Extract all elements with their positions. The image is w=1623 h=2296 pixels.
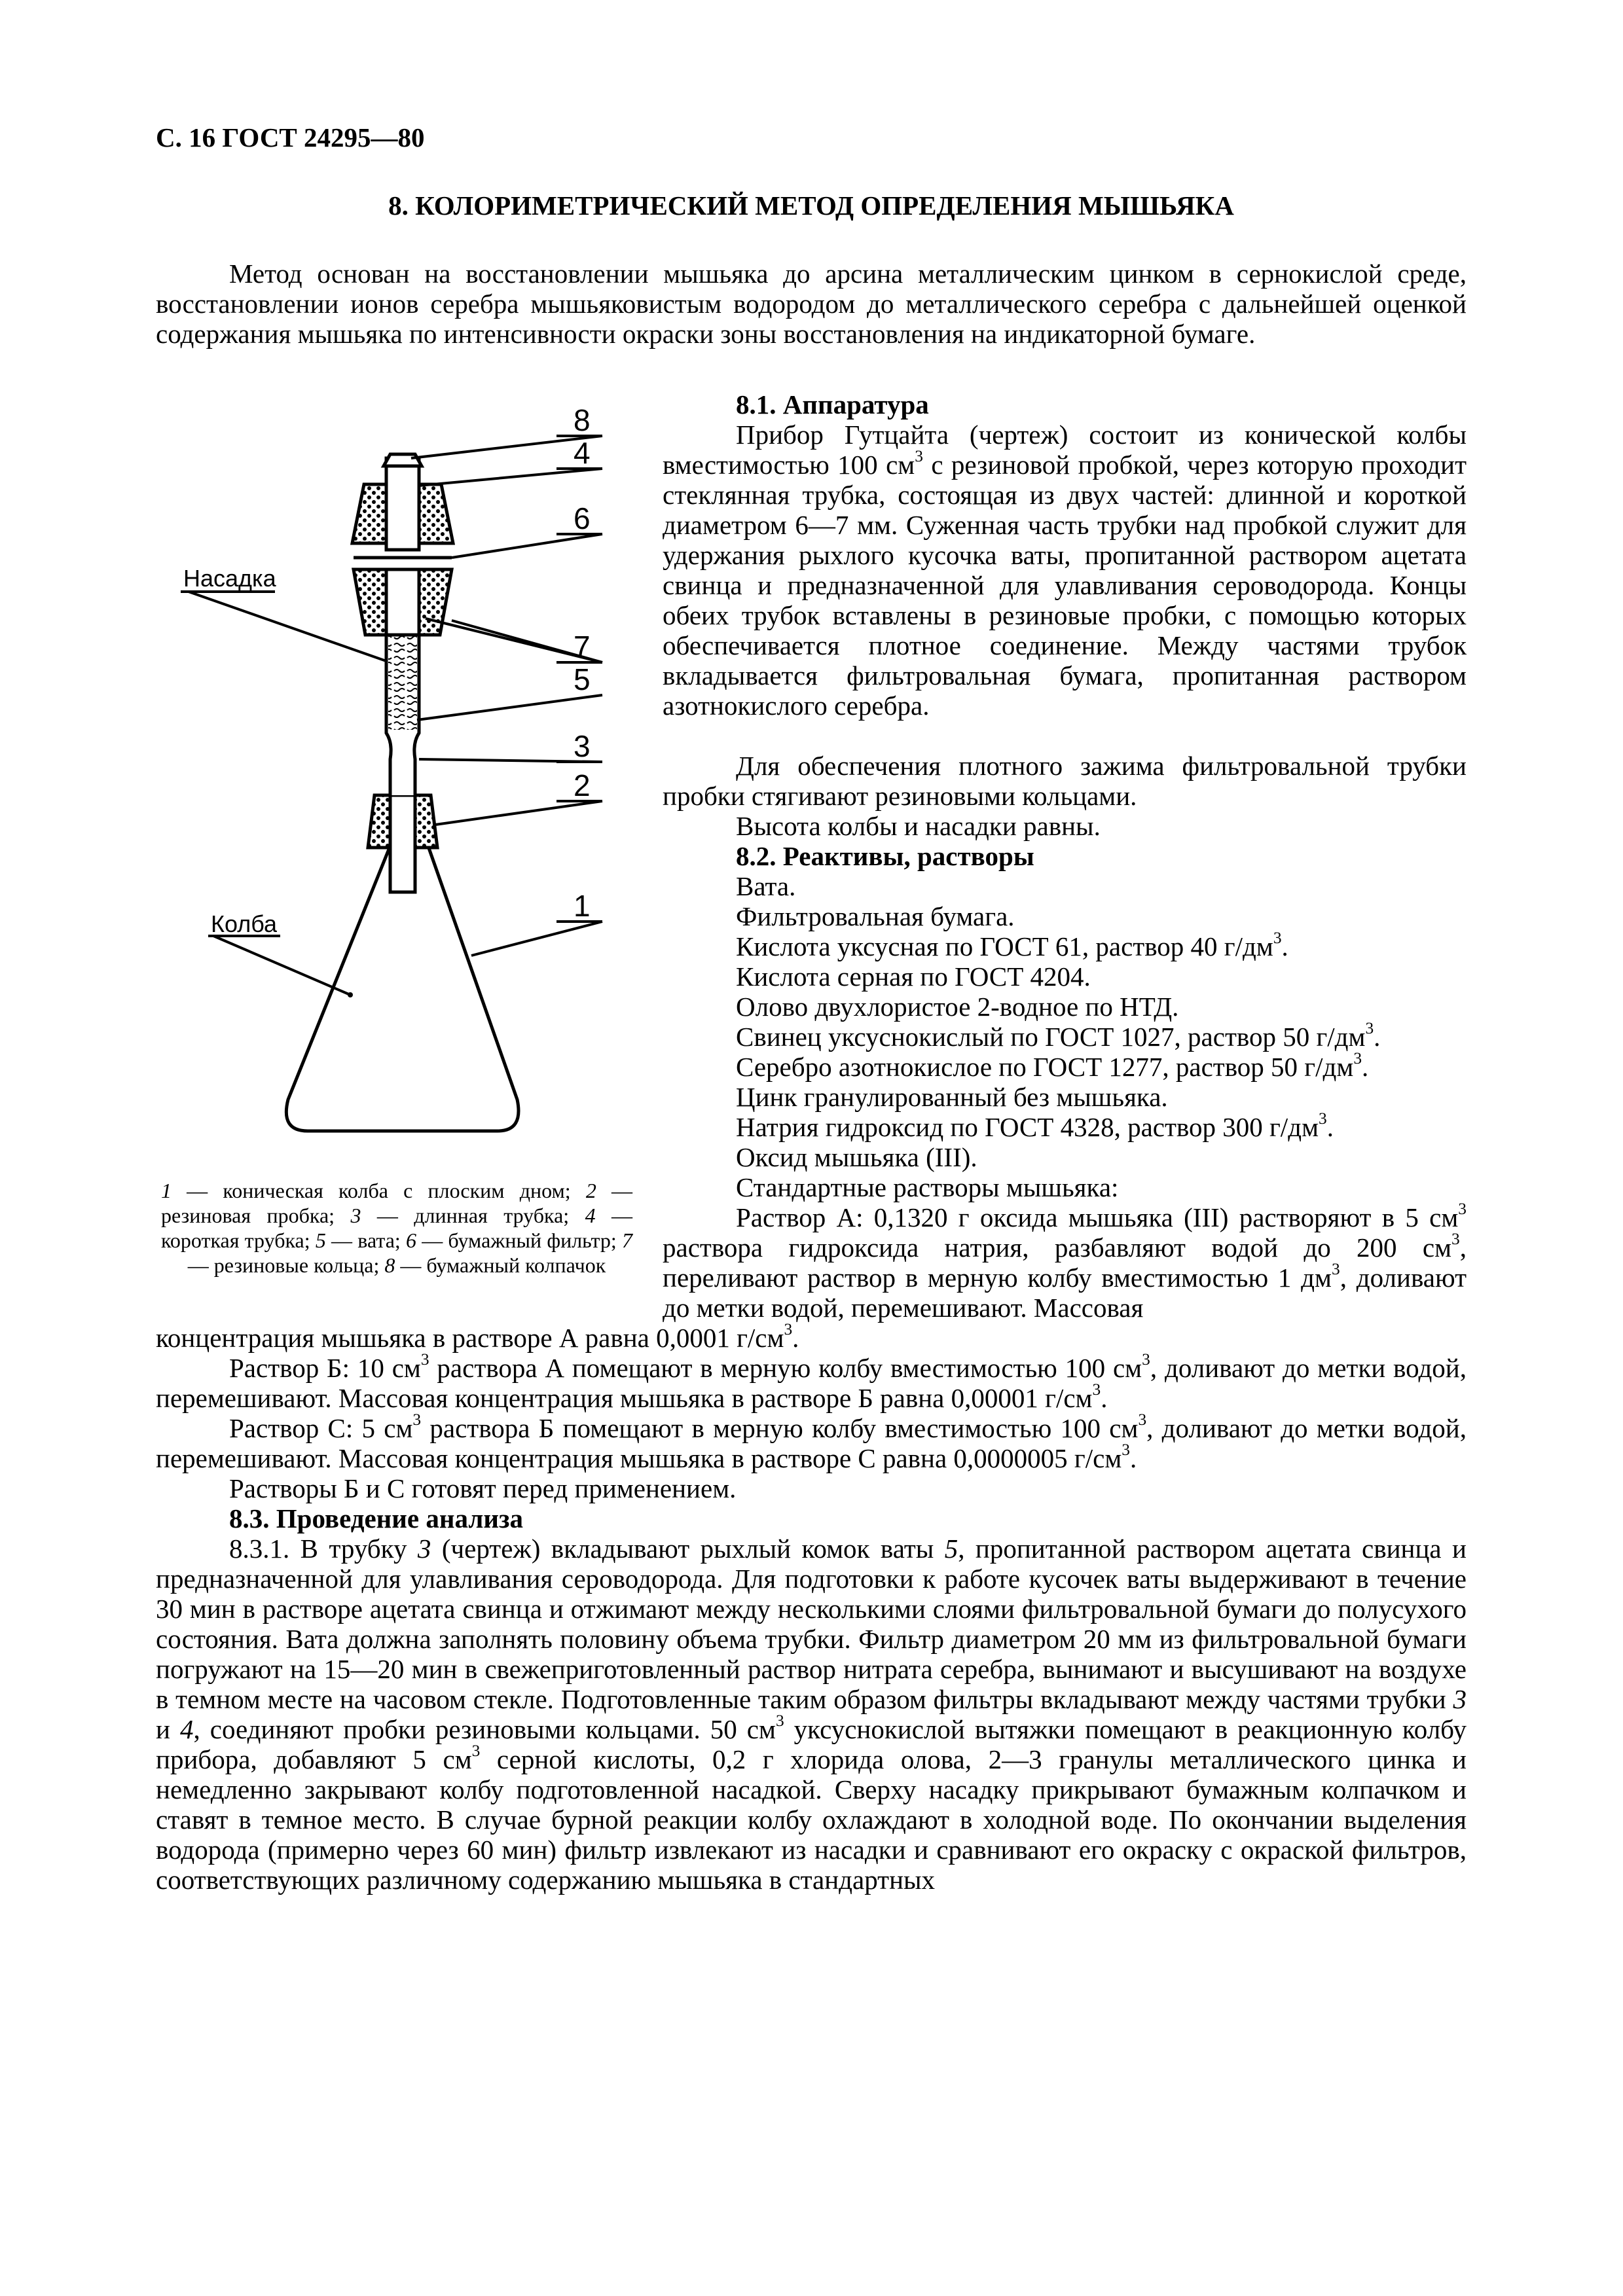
label-8: 8 bbox=[574, 403, 591, 437]
reagent-item: Фильтровальная бумага. bbox=[736, 901, 1015, 931]
apparatus-paragraph-3: Высота колбы и насадки равны. bbox=[736, 811, 1101, 841]
label-kolba: Колба bbox=[211, 910, 278, 937]
reagent-item: Свинец уксуснокислый по ГОСТ 1027, раствор 50 $г/дм^3$. bbox=[736, 1018, 1381, 1052]
section-title: 8. КОЛОРИМЕТРИЧЕСКИЙ МЕТОД ОПРЕДЕЛЕНИЯ МЫШЬЯКА bbox=[388, 190, 1234, 221]
preparation-note: Растворы Б и С готовят перед применением. bbox=[229, 1473, 737, 1503]
apparatus-heading: 8.1. Аппаратура bbox=[736, 389, 929, 420]
label-6: 6 bbox=[574, 501, 591, 535]
analysis-heading: 8.3. Проведение анализа bbox=[229, 1503, 523, 1534]
reagent-item: Серебро азотнокислое по ГОСТ 1277, раствор 50 $г/дм^3$. bbox=[736, 1049, 1369, 1082]
figure-caption: 1 — коническая колба с плоским дном; 2 — резиновая пробка; 3 — длинная трубка; 4 — короткая трубка; 5 — вата; 6 — бумажный фильтр; 7 — резиновые кольца; 8 — бумажный колпачок bbox=[161, 1179, 633, 1277]
page-header: С. 16 ГОСТ 24295—80 bbox=[156, 122, 425, 152]
analysis-paragraph: 8.3.1. В трубку 3 (чертеж) вкладывают рыхлый комок ваты 5, пропитанной раствором ацетата свинца и предназначенной для улавливания сероводорода. Для подготовки к работе кусочек ваты выдерживают в течение 30 мин в растворе ацетата свинца и отжимают между несколькими слоями фильтровальной бумаги до полусухого состояния. Вата должна заполнять половину объема трубки. Фильтр диаметром 20 мм из фильтровальной бумаги погружают на 15—20 мин в свежеприготовленный раствор нитрата серебра, вынимают и высушивают на воздухе в темном месте на часовом стекле. Подготовленные таким образом фильтры вкладывают между частями трубки 3 и 4, соединяют пробки резиновыми кольцами. 50 $см^3$ уксуснокислой вытяжки помещают в реакционную колбу прибора, добавляют 5 $см^3$ серной кислоты, 0,2 г хлорида олова, 2—3 гранулы металлического цинка и немедленно закрывают колбу подготовленной насадкой. Сверху насадку прикрывают бумажным колпачком и ставят в темное место. В случае бурной реакции колбу охлаждают в холодной воде. По окончании выделения водорода (примерно через 60 мин) фильтр извлекают из насадки и сравнивают его окраску с окраской фильтров, соответствующих различному содержанию мышьяка в стандартных bbox=[156, 1534, 1467, 1895]
solution-b-paragraph: Раствор Б: 10 $см^3$ раствора А помещают в мерную колбу вместимостью 100 $см^3$, доливают до метки водой, перемешивают. Массовая концентрация мышьяка в растворе Б равна 0,00001 $г/см^3$. bbox=[156, 1350, 1467, 1413]
label-2: 2 bbox=[574, 768, 591, 802]
reagents-list bbox=[736, 871, 1467, 1202]
reagent-item: Натрия гидроксид по ГОСТ 4328, раствор 300 $г/дм^3$. bbox=[736, 1109, 1334, 1142]
reagent-item: Цинк гранулированный без мышьяка. bbox=[736, 1082, 1168, 1112]
reagent-item: Вата. bbox=[736, 871, 796, 901]
apparatus-paragraph-1: Прибор Гутцайта (чертеж) состоит из конической колбы вместимостью 100 $см^3$ с резиновой пробкой, через которую проходит стеклянная трубка, состоящая из двух частей: длинной и короткой диаметром 6—7 мм. Суженная часть трубки над пробкой служит для удержания рыхлого кусочка ваты, пропитанной раствором ацетата свинца и предназначенной для улавливания сероводорода. Концы обеих трубок вставлены в резиновые пробки, с помощью которых обеспечивается плотное соединение. Между частями трубок вкладывается фильтровальная бумага, пропитанная раствором азотнокислого серебра. bbox=[663, 420, 1467, 721]
paper-cap bbox=[384, 454, 422, 466]
solution-c-paragraph: Раствор С: 5 $см^3$ раствора Б помещают в мерную колбу вместимостью 100 $см^3$, доливают до метки водой, перемешивают. Массовая концентрация мышьяка в растворе С равна 0,0000005 $г/см^3$. bbox=[156, 1410, 1467, 1473]
reagents-heading: 8.2. Реактивы, растворы bbox=[736, 841, 1034, 871]
short-tube bbox=[386, 458, 419, 550]
cotton-wool bbox=[388, 632, 417, 730]
label-5: 5 bbox=[574, 662, 591, 696]
reagent-item: Олово двухлористое 2-водное по НТД. bbox=[736, 992, 1179, 1022]
label-7: 7 bbox=[574, 630, 591, 664]
reagent-item: Стандартные растворы мышьяка: bbox=[736, 1172, 1119, 1202]
label-1: 1 bbox=[574, 889, 591, 923]
solution-a-continuation: концентрация мышьяка в растворе А равна 0,0001 $г/см^3$. bbox=[156, 1319, 799, 1353]
solution-a-paragraph: Раствор А: 0,1320 г оксида мышьяка (III) растворяют в 5 $см^3$ раствора гидроксида натрия, разбавляют водой до 200 $см^3$, переливают раствор в мерную колбу вместимостью 1 $дм^3$, доливают до метки водой, перемешивают. Массовая bbox=[663, 1199, 1467, 1323]
intro-paragraph: Метод основан на восстановлении мышьяка до арсина металлическим цинком в сернокислой среде, восстановлении ионов серебра мышьяковистым водородом до металлического серебра с дальнейшей оценкой содержания мышьяка по интенсивности окраски зоны восстановления на индикаторной бумаге. bbox=[156, 259, 1467, 349]
label-4: 4 bbox=[574, 436, 591, 470]
label-3: 3 bbox=[574, 729, 591, 763]
reagent-item: Оксид мышьяка (III). bbox=[736, 1142, 977, 1172]
reagent-item: Кислота уксусная по ГОСТ 61, раствор 40 $г/дм^3$. bbox=[736, 928, 1288, 961]
reagent-item: Кислота серная по ГОСТ 4204. bbox=[736, 961, 1091, 992]
long-tube-lower bbox=[390, 795, 415, 892]
label-nasadka: Насадка bbox=[183, 565, 276, 592]
apparatus-paragraph-2: Для обеспечения плотного зажима фильтровальной трубки пробки стягивают резиновыми кольцами. bbox=[663, 751, 1467, 811]
